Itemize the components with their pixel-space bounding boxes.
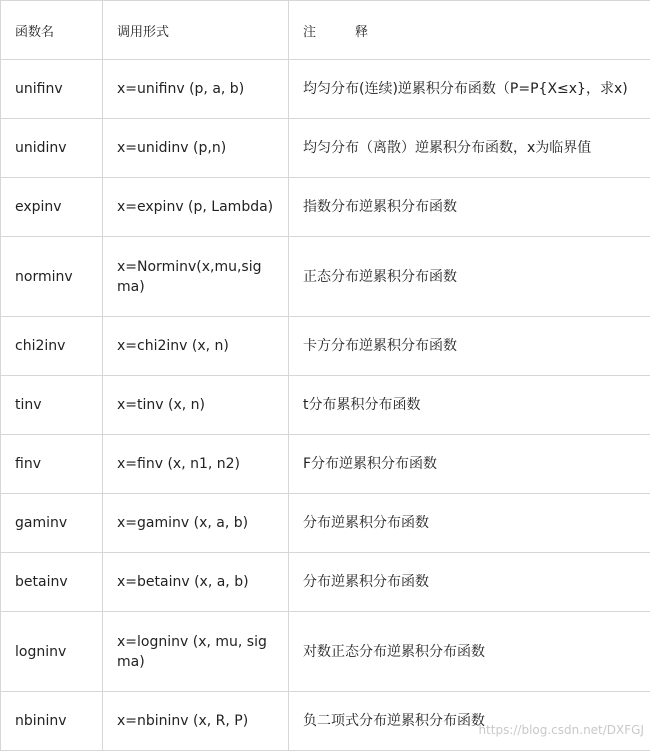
call-form-cell: x=expinv (p, Lambda) bbox=[103, 178, 289, 237]
call-form-cell: x=unifinv (p, a, b) bbox=[103, 60, 289, 119]
note-cell: t分布累积分布函数 bbox=[289, 376, 650, 435]
function-name-cell: gaminv bbox=[1, 494, 103, 553]
call-form-cell: x=tinv (x, n) bbox=[103, 376, 289, 435]
note-cell: 均匀分布（离散）逆累积分布函数，x为临界值 bbox=[289, 119, 650, 178]
header-function-name: 函数名 bbox=[1, 1, 103, 60]
note-cell: 分布逆累积分布函数 bbox=[289, 553, 650, 612]
watermark: https://blog.csdn.net/DXFGJ bbox=[478, 723, 644, 737]
note-cell: F分布逆累积分布函数 bbox=[289, 435, 650, 494]
note-cell: 均匀分布(连续)逆累积分布函数（P=P{X≤x}，求x) bbox=[289, 60, 650, 119]
function-name-cell: logninv bbox=[1, 612, 103, 692]
table-row bbox=[1, 494, 650, 553]
table-row bbox=[1, 317, 650, 376]
function-name-cell: nbininv bbox=[1, 692, 103, 751]
function-name-cell: unidinv bbox=[1, 119, 103, 178]
function-name-cell: chi2inv bbox=[1, 317, 103, 376]
table-row bbox=[1, 119, 650, 178]
call-form-cell: x=betainv (x, a, b) bbox=[103, 553, 289, 612]
call-form-cell: x=unidinv (p,n) bbox=[103, 119, 289, 178]
function-name-cell: tinv bbox=[1, 376, 103, 435]
call-form-cell: x=gaminv (x, a, b) bbox=[103, 494, 289, 553]
note-cell: 卡方分布逆累积分布函数 bbox=[289, 317, 650, 376]
table-row bbox=[1, 60, 650, 119]
table-row bbox=[1, 692, 650, 751]
table-row bbox=[1, 553, 650, 612]
table-row bbox=[1, 178, 650, 237]
function-name-cell: expinv bbox=[1, 178, 103, 237]
note-cell: 指数分布逆累积分布函数 bbox=[289, 178, 650, 237]
function-name-cell: betainv bbox=[1, 553, 103, 612]
call-form-cell: x=logninv (x, mu, sigma) bbox=[103, 612, 289, 692]
note-cell: 正态分布逆累积分布函数 bbox=[289, 237, 650, 317]
table-row bbox=[1, 435, 650, 494]
call-form-cell: x=chi2inv (x, n) bbox=[103, 317, 289, 376]
table-header-row bbox=[1, 1, 650, 60]
note-cell: 对数正态分布逆累积分布函数 bbox=[289, 612, 650, 692]
note-cell: 分布逆累积分布函数 bbox=[289, 494, 650, 553]
table-row bbox=[1, 612, 650, 692]
table-row bbox=[1, 237, 650, 317]
function-name-cell: finv bbox=[1, 435, 103, 494]
function-name-cell: norminv bbox=[1, 237, 103, 317]
header-call-form: 调用形式 bbox=[103, 1, 289, 60]
call-form-cell: x=finv (x, n1, n2) bbox=[103, 435, 289, 494]
call-form-cell: x=nbininv (x, R, P) bbox=[103, 692, 289, 751]
function-name-cell: unifinv bbox=[1, 60, 103, 119]
table-row bbox=[1, 376, 650, 435]
call-form-cell: x=Norminv(x,mu,sigma) bbox=[103, 237, 289, 317]
header-note: 注 释 bbox=[289, 1, 650, 60]
note-cell: 负二项式分布逆累积分布函数 bbox=[289, 692, 650, 751]
